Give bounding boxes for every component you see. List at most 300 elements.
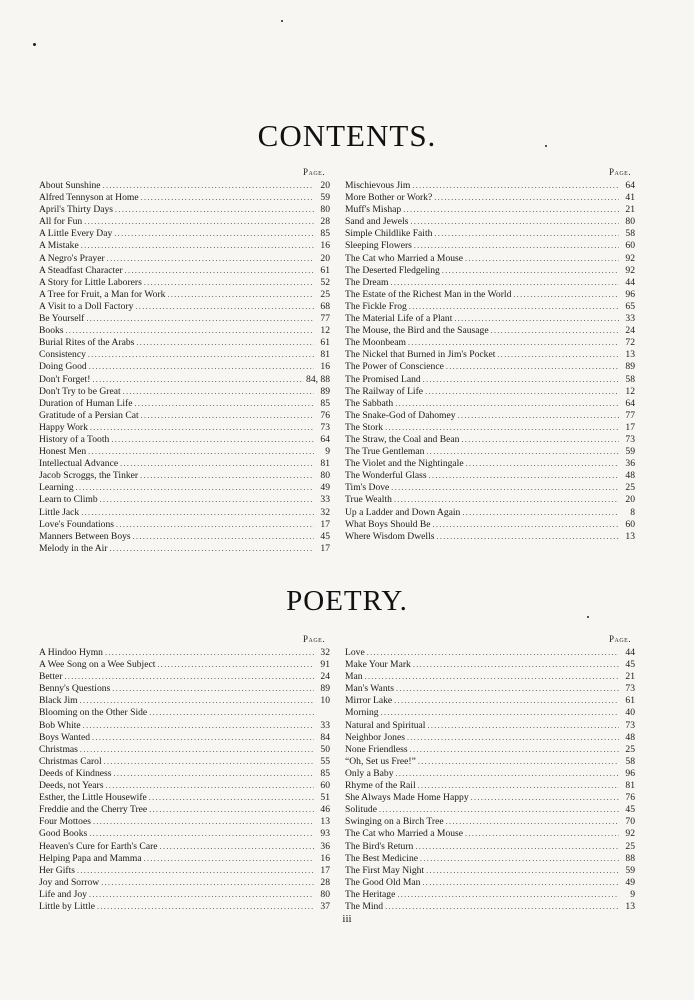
toc-entry-page: 48 xyxy=(625,470,635,482)
toc-entry xyxy=(39,744,330,756)
toc-entry-title: Books xyxy=(39,325,64,337)
toc-entry-title: The Nickel that Burned in Jim's Pocket xyxy=(345,349,496,361)
toc-entry-page: 46 xyxy=(320,804,330,816)
toc-entry xyxy=(39,422,330,434)
toc-entry xyxy=(39,240,330,252)
toc-entry xyxy=(345,744,635,756)
toc-entry-title: Sleeping Flowers xyxy=(345,240,412,252)
toc-entry-title: The Straw, the Coal and Bean xyxy=(345,433,460,445)
toc-entry-page: 40 xyxy=(625,707,635,719)
toc-entry-page: 58 xyxy=(625,755,635,767)
dot-leader xyxy=(80,695,314,707)
toc-entry xyxy=(345,458,635,470)
dot-leader xyxy=(397,889,619,901)
dot-leader xyxy=(105,647,314,659)
toc-entry-page: 88 xyxy=(625,852,635,864)
toc-entry-page: 32 xyxy=(320,506,330,518)
dot-leader xyxy=(92,374,304,386)
toc-entry xyxy=(345,780,635,792)
toc-entry-page: 16 xyxy=(320,361,330,373)
toc-entry-page: 33 xyxy=(320,494,330,506)
toc-entry xyxy=(39,301,330,313)
toc-entry xyxy=(39,889,330,901)
toc-entry xyxy=(345,865,635,877)
toc-entry-page: 61 xyxy=(320,337,330,349)
toc-entry xyxy=(39,289,330,301)
toc-entry-page: 41 xyxy=(625,192,635,204)
toc-entry xyxy=(345,889,635,901)
dot-leader xyxy=(437,531,620,543)
toc-entry-page: 85 xyxy=(320,767,330,779)
dot-leader xyxy=(103,180,314,192)
toc-entry-page: 77 xyxy=(320,313,330,325)
dot-leader xyxy=(434,228,619,240)
dot-leader xyxy=(394,494,619,506)
toc-entry-title: The Heritage xyxy=(345,888,396,900)
dot-leader xyxy=(461,434,619,446)
toc-entry xyxy=(345,422,635,434)
dot-leader xyxy=(442,265,619,277)
toc-entry xyxy=(39,398,330,410)
toc-entry xyxy=(345,683,635,695)
toc-entry-title: Christmas Carol xyxy=(39,755,102,767)
toc-entry-title: Rhyme of the Rail xyxy=(345,780,416,792)
toc-entry xyxy=(39,877,330,889)
toc-entry xyxy=(39,410,330,422)
dot-leader xyxy=(465,828,619,840)
toc-entry-title: Simple Childlike Faith xyxy=(345,228,433,240)
page-number: iii xyxy=(342,913,352,925)
toc-entry xyxy=(39,361,330,373)
dot-leader xyxy=(425,386,619,398)
dot-leader xyxy=(133,531,314,543)
toc-entry xyxy=(345,647,635,659)
toc-entry-title: None Friendless xyxy=(345,743,408,755)
toc-entry xyxy=(39,683,330,695)
toc-entry-page: 45 xyxy=(625,804,635,816)
dot-leader xyxy=(107,253,314,265)
toc-entry-page: 20 xyxy=(320,180,330,191)
toc-entry xyxy=(345,313,635,325)
poetry-left-column xyxy=(39,647,330,913)
toc-entry-page: 55 xyxy=(320,755,330,767)
dot-leader xyxy=(381,707,619,719)
toc-entry xyxy=(345,695,635,707)
toc-entry-title: Natural and Spiritual xyxy=(345,719,426,731)
toc-entry-page: 45 xyxy=(320,530,330,542)
toc-entry xyxy=(39,853,330,865)
toc-entry xyxy=(345,253,635,265)
toc-entry xyxy=(345,325,635,337)
dot-leader xyxy=(113,768,314,780)
toc-entry-page: 89 xyxy=(320,385,330,397)
toc-entry-title: Joy and Sorrow xyxy=(39,876,100,888)
toc-entry-title: Up a Ladder and Down Again xyxy=(345,506,461,518)
dot-leader xyxy=(97,901,314,913)
toc-entry-title: Morning xyxy=(345,707,379,719)
toc-entry xyxy=(345,792,635,804)
toc-entry-title: Deeds, not Years xyxy=(39,780,104,792)
toc-entry xyxy=(345,507,635,519)
toc-entry xyxy=(345,446,635,458)
toc-entry-page: 13 xyxy=(625,530,635,542)
toc-entry-page: 12 xyxy=(625,385,635,397)
dot-leader xyxy=(367,647,619,659)
contents-left-column xyxy=(39,180,330,555)
toc-entry-title: Intellectual Advance xyxy=(39,458,119,470)
toc-entry-page: 28 xyxy=(320,876,330,888)
toc-entry-page: 9 xyxy=(325,446,330,458)
dot-leader xyxy=(420,853,619,865)
toc-entry-page: 81 xyxy=(625,780,635,792)
toc-entry xyxy=(39,180,330,192)
toc-entry xyxy=(345,216,635,228)
dot-leader xyxy=(410,744,619,756)
toc-entry-title: The Mind xyxy=(345,900,384,912)
toc-entry-title: True Wealth xyxy=(345,494,392,506)
toc-entry-title: Learn to Climb xyxy=(39,494,98,506)
toc-entry xyxy=(345,240,635,252)
toc-entry-title: A Little Every Day xyxy=(39,228,113,240)
toc-entry xyxy=(345,192,635,204)
dot-leader xyxy=(423,374,619,386)
toc-entry xyxy=(39,349,330,361)
dot-leader xyxy=(365,671,619,683)
toc-entry xyxy=(345,301,635,313)
dot-leader xyxy=(429,470,619,482)
dot-leader xyxy=(497,349,619,361)
toc-entry-title: Be Yourself xyxy=(39,313,85,325)
dot-leader xyxy=(379,804,619,816)
dot-leader xyxy=(120,458,314,470)
toc-entry-title: The Deserted Fledgeling xyxy=(345,264,440,276)
dot-leader xyxy=(149,707,314,719)
toc-entry-title: A Steadfast Character xyxy=(39,264,123,276)
dot-leader xyxy=(84,216,314,228)
dot-leader xyxy=(446,816,619,828)
toc-entry-title: Blooming on the Other Side xyxy=(39,707,148,719)
toc-entry-page: 84 xyxy=(320,731,330,743)
toc-entry-title: All for Fun xyxy=(39,216,83,228)
toc-entry xyxy=(39,756,330,768)
toc-entry xyxy=(39,228,330,240)
toc-entry xyxy=(345,877,635,889)
dot-leader xyxy=(426,446,619,458)
toc-entry-page: 85 xyxy=(320,228,330,240)
toc-entry-page: 61 xyxy=(320,264,330,276)
dot-leader xyxy=(390,277,619,289)
toc-entry xyxy=(345,841,635,853)
dot-leader xyxy=(136,337,314,349)
toc-entry-title: The Best Medicine xyxy=(345,852,418,864)
toc-entry-page: 73 xyxy=(625,719,635,731)
dot-leader xyxy=(394,695,619,707)
toc-entry-title: The First May Night xyxy=(345,864,425,876)
toc-entry-page: 80 xyxy=(320,204,330,216)
dot-leader xyxy=(115,204,314,216)
toc-entry-page: 32 xyxy=(320,647,330,658)
dot-leader xyxy=(89,361,314,373)
toc-entry-page: 25 xyxy=(625,743,635,755)
toc-entry xyxy=(345,398,635,410)
toc-entry xyxy=(39,507,330,519)
toc-entry-title: Alfred Tennyson at Home xyxy=(39,192,139,204)
toc-entry-title: Mirror Lake xyxy=(345,695,393,707)
toc-entry-title: Duration of Human Life xyxy=(39,397,133,409)
toc-entry-title: Four Mottoes xyxy=(39,816,91,828)
dot-leader xyxy=(433,519,619,531)
toc-entry xyxy=(345,768,635,780)
toc-entry xyxy=(345,853,635,865)
toc-entry xyxy=(345,386,635,398)
toc-entry-title: Where Wisdom Dwells xyxy=(345,530,435,542)
toc-entry-title: The Moonbeam xyxy=(345,337,407,349)
dot-leader xyxy=(407,732,619,744)
dot-leader xyxy=(88,446,314,458)
toc-entry-title: The Railway of Life xyxy=(345,385,424,397)
dot-leader xyxy=(391,482,619,494)
toc-entry xyxy=(39,804,330,816)
toc-entry xyxy=(345,494,635,506)
toc-entry xyxy=(39,482,330,494)
toc-entry-page: 50 xyxy=(320,743,330,755)
toc-entry-title: Gratitude of a Persian Cat xyxy=(39,409,139,421)
toc-entry-title: Christmas xyxy=(39,743,78,755)
toc-entry-title: The Mouse, the Bird and the Sausage xyxy=(345,325,489,337)
dot-leader xyxy=(89,828,314,840)
toc-entry xyxy=(345,180,635,192)
toc-entry-page: 21 xyxy=(625,204,635,216)
dot-leader xyxy=(157,659,314,671)
dot-leader xyxy=(86,313,314,325)
toc-entry xyxy=(39,216,330,228)
toc-entry-page: 89 xyxy=(320,683,330,695)
toc-entry-page: 92 xyxy=(625,252,635,264)
toc-entry-title: The Cat who Married a Mouse xyxy=(345,828,464,840)
toc-entry-page: 21 xyxy=(625,671,635,683)
toc-entry xyxy=(39,204,330,216)
toc-entry-title: Little by Little xyxy=(39,900,95,912)
toc-entry xyxy=(39,780,330,792)
dot-leader xyxy=(403,204,619,216)
toc-entry-title: Mischievous Jim xyxy=(345,180,411,191)
toc-entry-title: Melody in the Air xyxy=(39,542,108,554)
toc-entry-title: The Stork xyxy=(345,421,384,433)
toc-entry xyxy=(39,374,330,386)
toc-entry-page: 33 xyxy=(625,313,635,325)
toc-entry xyxy=(39,325,330,337)
toc-entry xyxy=(39,695,330,707)
dot-leader xyxy=(144,853,314,865)
dot-leader xyxy=(413,659,619,671)
toc-entry-title: Benny's Questions xyxy=(39,683,111,695)
toc-entry-page: 12 xyxy=(320,325,330,337)
toc-entry-title: The Material Life of a Plant xyxy=(345,313,453,325)
toc-entry-page: 96 xyxy=(625,288,635,300)
dot-leader xyxy=(465,253,619,265)
dot-leader xyxy=(410,216,619,228)
toc-entry-page: 64 xyxy=(625,397,635,409)
toc-entry-page: 49 xyxy=(320,482,330,494)
toc-entry-title: Life and Joy xyxy=(39,888,87,900)
toc-entry-title: A Story for Little Laborers xyxy=(39,276,142,288)
toc-entry xyxy=(39,446,330,458)
toc-entry-title: Esther, the Little Housewife xyxy=(39,792,147,804)
dot-leader xyxy=(412,180,619,192)
toc-entry-title: Black Jim xyxy=(39,695,78,707)
toc-entry xyxy=(39,865,330,877)
dot-leader xyxy=(81,240,314,252)
toc-entry-title: About Sunshine xyxy=(39,180,101,191)
toc-entry xyxy=(39,671,330,683)
toc-entry-page: 59 xyxy=(625,446,635,458)
toc-entry-page: 92 xyxy=(625,828,635,840)
toc-entry xyxy=(345,816,635,828)
poetry-right-column xyxy=(345,647,635,913)
toc-entry xyxy=(345,519,635,531)
toc-entry-title: A Visit to a Doll Factory xyxy=(39,300,134,312)
toc-entry-page: 33 xyxy=(320,719,330,731)
toc-entry-page: 36 xyxy=(625,458,635,470)
toc-entry-title: Love's Foundations xyxy=(39,518,115,530)
toc-entry xyxy=(345,732,635,744)
dot-leader xyxy=(426,865,619,877)
toc-entry xyxy=(345,828,635,840)
toc-entry-title: Boys Wanted xyxy=(39,731,91,743)
toc-entry-title: The Violet and the Nightingale xyxy=(345,458,464,470)
dot-leader xyxy=(114,228,314,240)
dot-leader xyxy=(415,841,619,853)
dot-leader xyxy=(77,865,314,877)
dot-leader xyxy=(418,756,619,768)
contents-left-page-label: Page. xyxy=(303,167,326,177)
toc-entry xyxy=(345,659,635,671)
toc-entry-page: 81 xyxy=(320,349,330,361)
toc-entry xyxy=(345,434,635,446)
dot-leader xyxy=(462,507,619,519)
toc-entry-title: “Oh, Set us Free!” xyxy=(345,755,416,767)
dot-leader xyxy=(64,671,314,683)
contents-right-page-label: Page. xyxy=(609,167,632,177)
toc-entry-page: 65 xyxy=(625,300,635,312)
toc-entry-page: 9 xyxy=(630,888,635,900)
dot-leader xyxy=(89,889,314,901)
toc-entry-page: 16 xyxy=(320,852,330,864)
toc-entry-page: 25 xyxy=(625,840,635,852)
toc-entry-title: Consistency xyxy=(39,349,86,361)
dot-leader xyxy=(90,422,314,434)
dot-leader xyxy=(88,349,314,361)
toc-entry-page: 76 xyxy=(625,792,635,804)
toc-entry-title: The Dream xyxy=(345,276,389,288)
toc-entry-title: Happy Work xyxy=(39,421,88,433)
dot-leader xyxy=(422,877,619,889)
dot-leader xyxy=(160,841,314,853)
toc-entry-page: 80 xyxy=(625,216,635,228)
dot-leader xyxy=(418,780,619,792)
toc-entry-page: 8 xyxy=(630,506,635,518)
toc-entry xyxy=(39,458,330,470)
toc-entry-title: Learning xyxy=(39,482,74,494)
dot-leader xyxy=(491,325,619,337)
toc-entry-title: The True Gentleman xyxy=(345,446,425,458)
toc-entry xyxy=(39,707,330,719)
toc-entry-page: 61 xyxy=(625,695,635,707)
ink-speck xyxy=(33,43,36,46)
toc-entry xyxy=(39,768,330,780)
toc-entry xyxy=(345,349,635,361)
dot-leader xyxy=(149,804,314,816)
dot-leader xyxy=(408,337,619,349)
toc-entry-page: 10 xyxy=(320,695,330,707)
toc-entry-page: 73 xyxy=(320,421,330,433)
toc-entry xyxy=(345,804,635,816)
toc-entry-title: Honest Men xyxy=(39,446,87,458)
dot-leader xyxy=(446,361,619,373)
toc-entry-page: 84, 88 xyxy=(306,373,330,385)
toc-entry-title: The Snake-God of Dahomey xyxy=(345,409,456,421)
toc-entry-page: 20 xyxy=(625,494,635,506)
dot-leader xyxy=(83,720,314,732)
toc-entry-page: 73 xyxy=(625,683,635,695)
toc-entry-page: 60 xyxy=(625,240,635,252)
dot-leader xyxy=(458,410,619,422)
dot-leader xyxy=(385,901,619,913)
poetry-heading: POETRY. xyxy=(286,585,408,617)
toc-entry-page: 37 xyxy=(320,900,330,912)
toc-entry xyxy=(39,519,330,531)
toc-entry xyxy=(345,470,635,482)
toc-entry-page: 52 xyxy=(320,276,330,288)
dot-leader xyxy=(513,289,619,301)
toc-entry-title: Heaven's Cure for Earth's Care xyxy=(39,840,158,852)
toc-entry xyxy=(39,659,330,671)
contents-right-column xyxy=(345,180,635,543)
toc-entry xyxy=(39,494,330,506)
toc-entry-title: Good Books xyxy=(39,828,88,840)
toc-entry-title: A Negro's Prayer xyxy=(39,252,105,264)
toc-entry xyxy=(345,482,635,494)
toc-entry-page: 17 xyxy=(320,864,330,876)
toc-entry xyxy=(39,434,330,446)
dot-leader xyxy=(149,792,314,804)
toc-entry-page: 91 xyxy=(320,659,330,671)
dot-leader xyxy=(80,744,314,756)
toc-entry-title: Man's Wants xyxy=(345,683,395,695)
toc-entry-title: The Fickle Frog xyxy=(345,300,407,312)
toc-entry-page: 24 xyxy=(320,671,330,683)
dot-leader xyxy=(125,265,314,277)
toc-entry xyxy=(39,265,330,277)
toc-entry-title: The Estate of the Richest Man in the World xyxy=(345,288,512,300)
toc-entry-page: 96 xyxy=(625,767,635,779)
toc-entry-page: 25 xyxy=(320,288,330,300)
dot-leader xyxy=(385,422,619,434)
toc-entry-title: Muff's Mishap xyxy=(345,204,402,216)
toc-entry xyxy=(39,386,330,398)
toc-entry xyxy=(345,361,635,373)
toc-entry-title: The Wonderful Glass xyxy=(345,470,427,482)
toc-entry-page: 93 xyxy=(320,828,330,840)
toc-entry-title: The Good Old Man xyxy=(345,876,421,888)
toc-entry-page: 58 xyxy=(625,228,635,240)
dot-leader xyxy=(101,877,314,889)
toc-entry xyxy=(39,792,330,804)
poetry-right-page-label: Page. xyxy=(609,634,632,644)
toc-entry xyxy=(39,647,330,659)
toc-entry-page: 80 xyxy=(320,470,330,482)
toc-entry-page: 59 xyxy=(320,192,330,204)
